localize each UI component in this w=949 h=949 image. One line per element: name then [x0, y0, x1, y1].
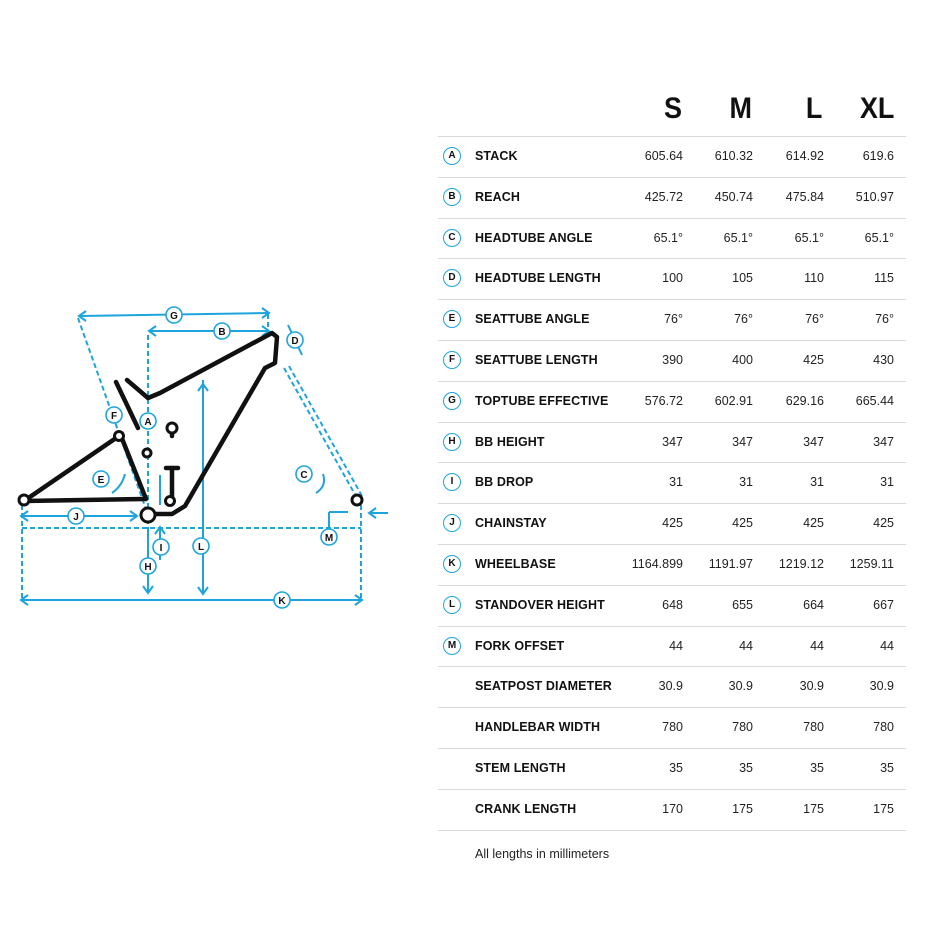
diagram-badge-h — [140, 558, 156, 574]
row-value-xl: 667 — [873, 597, 894, 612]
row-value-xl: 115 — [874, 271, 894, 286]
row-value-m: 602.91 — [714, 393, 753, 408]
row-value-m: 175 — [732, 801, 753, 816]
diagram-badge-b — [214, 323, 230, 339]
table-row — [438, 748, 906, 789]
row-value-xl: 175 — [873, 801, 894, 816]
row-value-m: 450.74 — [714, 189, 753, 204]
row-value-m: 30.9 — [728, 679, 753, 694]
row-value-m: 44 — [739, 638, 753, 653]
diagram-badge-a — [140, 413, 156, 429]
row-value-xl: 510.97 — [855, 189, 894, 204]
row-badge: G — [443, 392, 461, 410]
table-row — [438, 503, 906, 544]
row-label: SEATTUBE LENGTH — [475, 352, 598, 367]
row-value-m: 425 — [732, 516, 753, 531]
row-value-l: 664 — [803, 597, 824, 612]
units-note: All lengths in millimeters — [475, 846, 610, 861]
svg-text:F: F — [110, 411, 118, 422]
row-badge: F — [443, 351, 461, 369]
row-value-xl: 31 — [880, 475, 894, 490]
row-value-m: 65.1° — [723, 230, 753, 245]
row-value-l: 110 — [804, 271, 824, 286]
row-badge: B — [443, 188, 461, 206]
geometry-table — [438, 84, 906, 871]
row-value-l: 629.16 — [785, 393, 824, 408]
row-value-xl: 65.1° — [864, 230, 894, 245]
row-badge: I — [443, 473, 461, 491]
row-value-xl: 1259.11 — [849, 556, 894, 571]
row-value-l: 44 — [810, 638, 824, 653]
row-value-s: 425 — [662, 516, 683, 531]
table-row — [438, 707, 906, 748]
row-value-l: 425 — [803, 352, 824, 367]
row-value-l: 175 — [803, 801, 824, 816]
row-value-s: 170 — [662, 801, 683, 816]
row-badge: L — [443, 596, 461, 614]
row-label: REACH — [475, 189, 520, 204]
row-value-l: 425 — [803, 516, 824, 531]
table-row — [438, 626, 906, 667]
table-row — [438, 585, 906, 626]
svg-text:M: M — [324, 533, 334, 544]
row-value-s: 425.72 — [644, 189, 683, 204]
table-row — [438, 422, 906, 463]
row-value-l: 31 — [810, 475, 824, 490]
row-value-xl: 619.6 — [862, 149, 894, 163]
table-row — [438, 381, 906, 422]
row-value-xl: 347 — [873, 434, 894, 449]
row-value-m: 610.32 — [714, 149, 753, 163]
table-row — [438, 218, 906, 259]
table-row — [438, 177, 906, 218]
row-value-m: 76° — [734, 312, 753, 327]
row-badge: D — [443, 269, 461, 287]
row-badge: M — [443, 637, 461, 655]
row-value-m: 347 — [732, 434, 753, 449]
row-label: CHAINSTAY — [475, 516, 547, 531]
size-header-l: L — [805, 92, 822, 125]
row-value-l: 475.84 — [785, 189, 824, 204]
row-value-xl: 76° — [875, 312, 894, 327]
geometry-diagram — [0, 290, 400, 620]
svg-text:J: J — [73, 512, 79, 523]
row-value-l: 76° — [805, 312, 824, 327]
row-label: WHEELBASE — [475, 556, 556, 571]
row-value-s: 100 — [662, 271, 683, 286]
row-value-s: 1164.899 — [631, 556, 683, 571]
table-row — [438, 789, 906, 831]
svg-text:G: G — [170, 311, 178, 322]
row-badge: C — [443, 229, 461, 247]
row-value-s: 390 — [662, 352, 683, 367]
diagram-badge-e — [93, 471, 109, 487]
svg-text:D: D — [291, 336, 299, 347]
row-value-s: 65.1° — [653, 230, 683, 245]
row-label: SEATTUBE ANGLE — [475, 312, 590, 327]
table-row — [438, 544, 906, 585]
row-value-s: 30.9 — [658, 679, 683, 694]
table-row — [438, 666, 906, 707]
row-value-l: 65.1° — [794, 230, 824, 245]
row-badge: A — [443, 147, 461, 165]
row-value-m: 655 — [732, 597, 753, 612]
row-value-s: 31 — [669, 475, 683, 490]
svg-text:I: I — [159, 543, 163, 554]
table-row — [438, 340, 906, 381]
table-row — [438, 136, 906, 177]
row-value-s: 576.72 — [644, 393, 683, 408]
row-value-m: 31 — [739, 475, 753, 490]
row-value-m: 105 — [732, 271, 753, 286]
row-label: BB DROP — [475, 475, 534, 490]
row-badge: H — [443, 433, 461, 451]
row-label: STACK — [475, 149, 518, 163]
row-value-m: 35 — [739, 760, 753, 775]
row-value-xl: 430 — [873, 352, 894, 367]
row-value-s: 605.64 — [644, 149, 683, 163]
row-value-l: 35 — [810, 760, 824, 775]
row-value-xl: 665.44 — [855, 393, 894, 408]
size-header-s: S — [663, 92, 682, 125]
row-value-l: 30.9 — [799, 679, 824, 694]
row-value-s: 347 — [662, 434, 683, 449]
row-value-xl: 780 — [873, 720, 894, 735]
row-label: TOPTUBE EFFECTIVE — [475, 393, 609, 408]
diagram-badge-d — [287, 332, 303, 348]
table-row — [438, 299, 906, 340]
diagram-badge-g — [166, 307, 182, 323]
row-label: CRANK LENGTH — [475, 801, 577, 816]
diagram-badge-l — [193, 538, 209, 554]
size-header-xl: XL — [859, 92, 894, 125]
svg-text:C: C — [300, 470, 308, 481]
svg-text:E: E — [97, 475, 105, 486]
row-value-l: 1219.12 — [778, 556, 824, 571]
row-label: FORK OFFSET — [475, 638, 565, 653]
row-value-l: 347 — [803, 434, 824, 449]
svg-text:H: H — [144, 562, 152, 573]
row-value-m: 1191.97 — [708, 556, 753, 571]
row-label: SEATPOST DIAMETER — [475, 679, 612, 694]
row-label: HANDLEBAR WIDTH — [475, 720, 601, 735]
row-badge: J — [443, 514, 461, 532]
diagram-badge-m — [321, 529, 337, 545]
row-value-s: 35 — [669, 760, 683, 775]
size-header-m: M — [729, 92, 752, 125]
diagram-badge-c — [296, 466, 312, 482]
row-value-s: 780 — [662, 720, 683, 735]
row-value-s: 76° — [664, 312, 683, 327]
svg-text:K: K — [278, 596, 286, 607]
diagram-badge-j — [68, 508, 84, 524]
diagram-badge-f — [106, 407, 122, 423]
svg-text:L: L — [197, 542, 205, 553]
row-label: HEADTUBE ANGLE — [475, 230, 593, 245]
row-value-xl: 425 — [873, 516, 894, 531]
table-row — [438, 462, 906, 503]
row-value-l: 614.92 — [785, 149, 824, 163]
row-value-m: 400 — [732, 352, 753, 367]
svg-text:B: B — [218, 327, 226, 338]
diagram-badge-i — [153, 539, 169, 555]
row-label: STANDOVER HEIGHT — [475, 597, 605, 612]
row-value-m: 780 — [732, 720, 753, 735]
table-row — [438, 258, 906, 299]
row-badge: E — [443, 310, 461, 328]
row-label: STEM LENGTH — [475, 760, 566, 775]
row-label: HEADTUBE LENGTH — [475, 271, 601, 286]
diagram-badge-k — [274, 592, 290, 608]
row-value-xl: 30.9 — [869, 679, 894, 694]
row-value-xl: 44 — [880, 638, 894, 653]
size-header-row — [438, 84, 906, 136]
svg-text:A: A — [144, 417, 152, 428]
row-value-l: 780 — [803, 720, 824, 735]
row-badge: K — [443, 555, 461, 573]
row-value-xl: 35 — [880, 760, 894, 775]
row-value-s: 44 — [669, 638, 683, 653]
row-value-s: 648 — [662, 597, 683, 612]
row-label: BB HEIGHT — [475, 434, 545, 449]
